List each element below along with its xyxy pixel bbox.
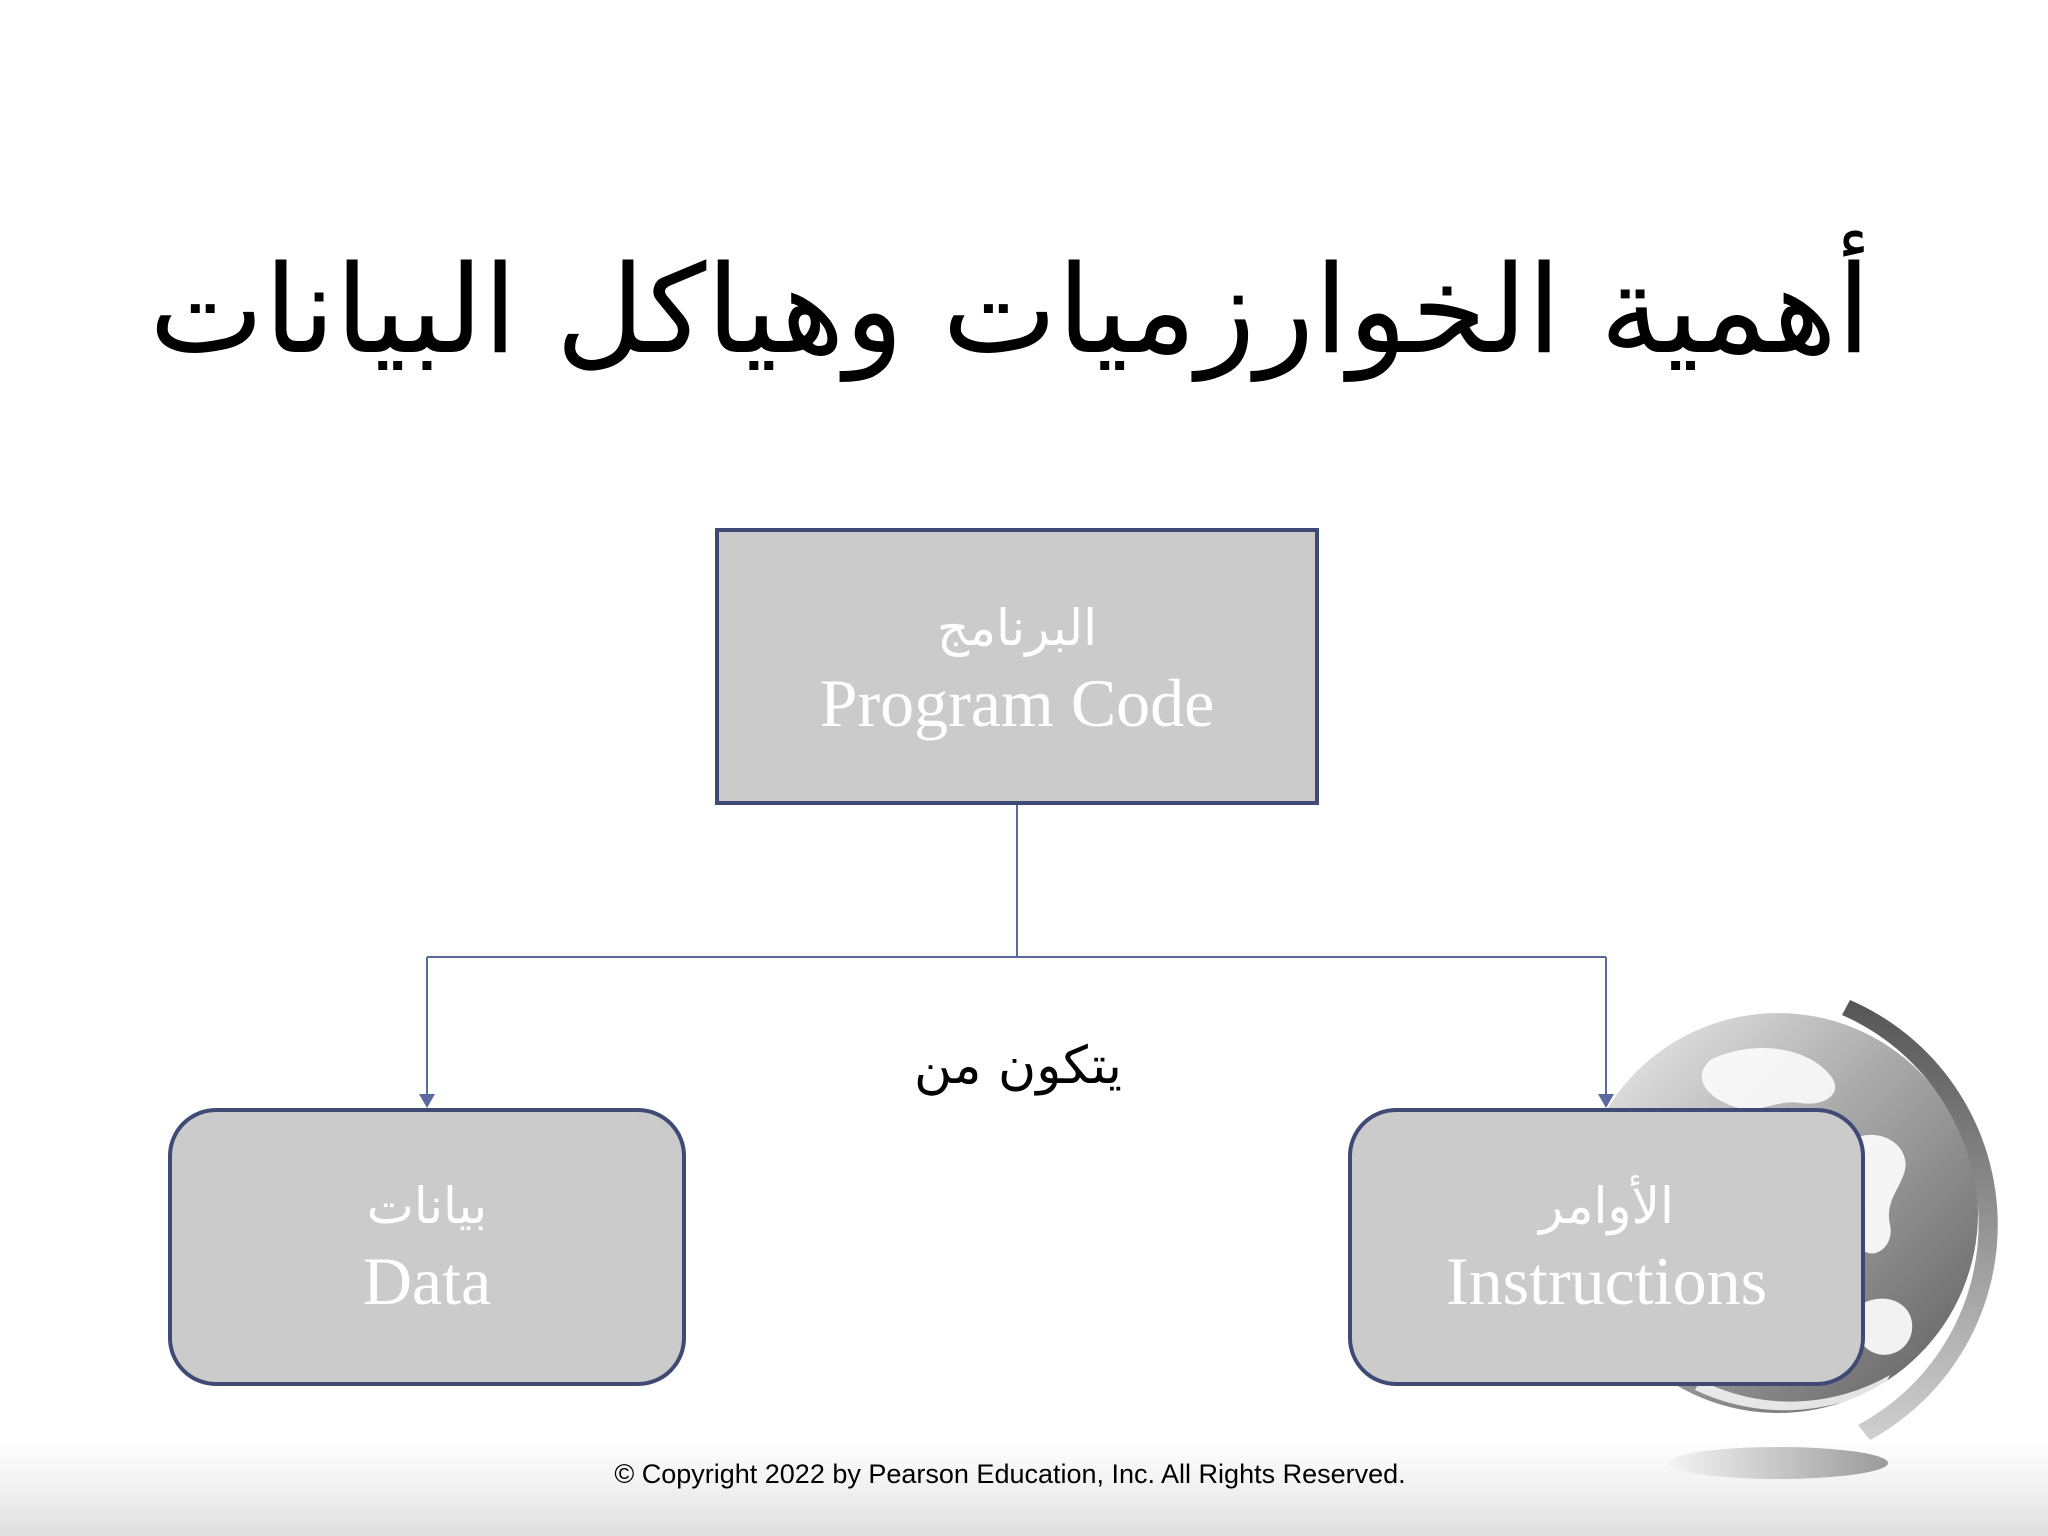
arrowhead-right-icon xyxy=(1598,1094,1614,1108)
data-label-ar: بيانات xyxy=(366,1177,488,1235)
data-label-en: Data xyxy=(362,1243,492,1319)
instructions-label-en: Instructions xyxy=(1445,1243,1768,1319)
program-code-label-en: Program Code xyxy=(819,665,1215,741)
arrowhead-left-icon xyxy=(419,1094,435,1108)
data-box xyxy=(168,1108,686,1386)
program-code-label-ar: البرنامج xyxy=(936,599,1097,657)
relation-label: يتكون من xyxy=(914,1036,1122,1096)
program-code-box xyxy=(715,528,1319,805)
slide-title: أهمية الخوارزميات وهياكل البيانات xyxy=(149,239,1871,381)
copyright-notice: © Copyright 2022 by Pearson Education, Inc. All Rights Reserved. xyxy=(614,1459,1406,1489)
instructions-label-ar: الأوامر xyxy=(1539,1177,1674,1235)
instructions-box xyxy=(1348,1108,1865,1386)
